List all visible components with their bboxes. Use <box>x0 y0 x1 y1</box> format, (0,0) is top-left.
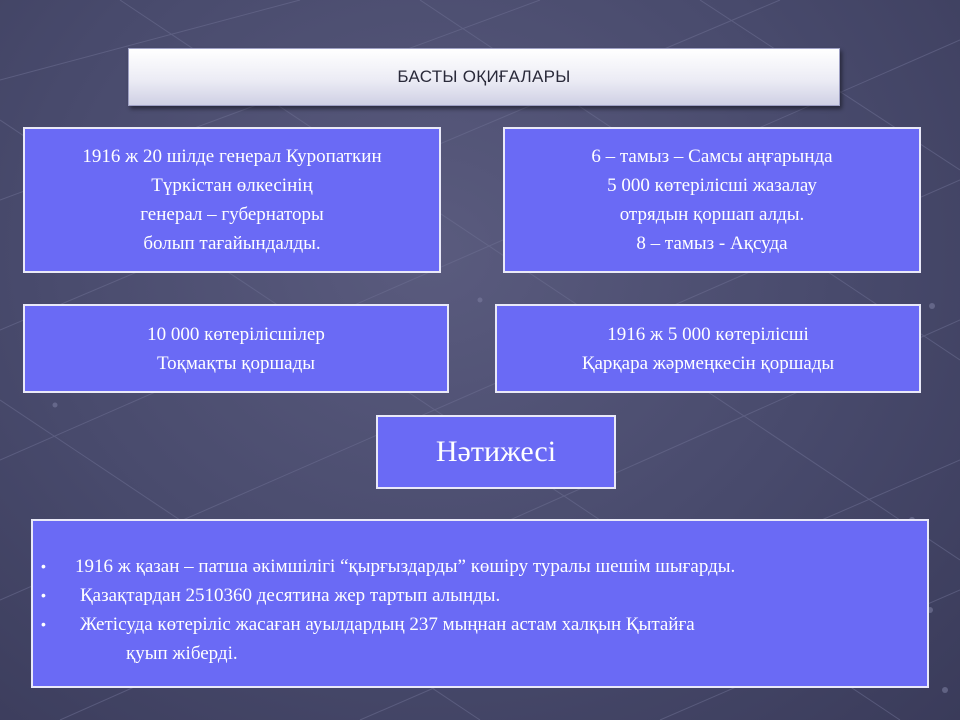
event-line: 1916 ж 20 шілде генерал Куропаткин <box>82 146 382 167</box>
event-line: 1916 ж 5 000 көтерілісші <box>607 323 809 345</box>
result-item-text: 1916 ж қазан – патша әкімшілігі “қырғыздарды” көшіру туралы шешім шығарды. <box>75 556 736 577</box>
result-item-text: Қазақтардан 2510360 десятина жер тартып алынды. <box>80 585 501 606</box>
main-events-title-text: БАСТЫ ОҚИҒАЛАРЫ <box>397 67 571 86</box>
event-line: отрядын қоршап алды. <box>619 204 805 225</box>
main-events-title <box>128 48 840 106</box>
event-line: 8 – тамыз - Ақсуда <box>636 233 788 254</box>
list-item <box>33 552 927 581</box>
event-line: Қарқара жәрмеңкесін қоршады <box>581 352 835 374</box>
event-line: Түркістан өлкесінің <box>151 175 313 196</box>
event-line: болып тағайындалды. <box>143 233 321 254</box>
result-heading-text: Нәтижесі <box>435 435 557 468</box>
list-item <box>33 581 927 610</box>
list-item-continuation <box>33 639 927 668</box>
bullet-icon: • <box>41 558 46 574</box>
result-heading <box>376 415 616 489</box>
result-item-text: Жетісуда көтеріліс жасаған ауылдардың 237 мыңнан астам халқын Қытайға <box>80 614 695 635</box>
bullet-icon: • <box>41 616 46 632</box>
event-card-tokmak <box>23 304 449 393</box>
event-line: 5 000 көтерілісші жазалау <box>607 175 817 196</box>
list-item <box>33 610 927 639</box>
event-card-karkara <box>495 304 921 393</box>
results-list <box>31 519 929 688</box>
event-line: 10 000 көтерілісшілер <box>147 323 325 345</box>
event-card-samsy <box>503 127 921 273</box>
event-line: Тоқмақты қоршады <box>156 352 315 374</box>
event-line: 6 – тамыз – Самсы аңғарында <box>591 146 833 167</box>
bullet-icon: • <box>41 587 46 603</box>
event-line: генерал – губернаторы <box>140 204 324 225</box>
result-item-text: қуып жіберді. <box>126 643 238 664</box>
event-card-kuropatkin <box>23 127 441 273</box>
